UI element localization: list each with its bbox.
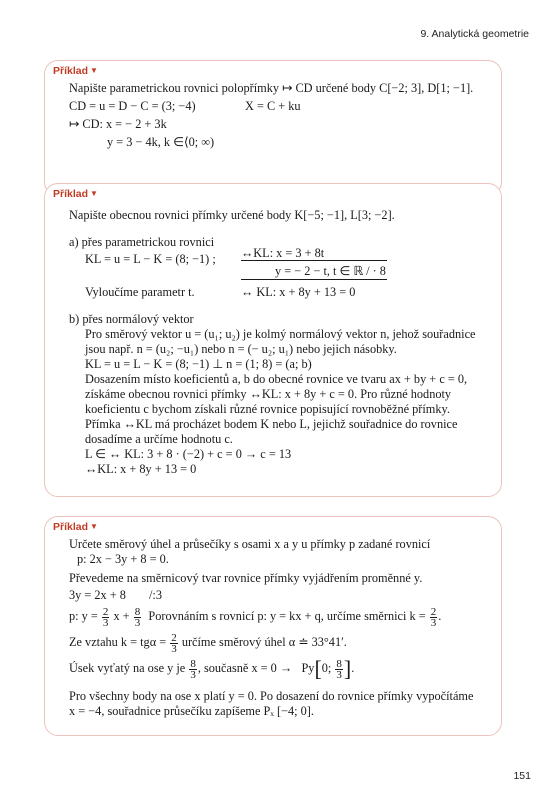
example-box-1 <box>44 60 502 196</box>
ex2-a-eq2: y = − 2 − t, t ∈ ℝ / · 8 <box>275 264 386 278</box>
ex3-line2-divide: /:3 <box>149 588 162 602</box>
ex1-eq2: y = 3 − 4k, k ∈⟨0; ∞) <box>107 135 215 149</box>
fraction-8-3: $\frac{8}{3}$ <box>336 657 342 681</box>
ex2-b-line9: L ∈ ↔ KL: 3 + 8 · (−2) + c = 0 → c = 13 <box>85 447 292 461</box>
ex2-a-vector: KL = u = L − K = (8; −1) ; <box>85 252 216 266</box>
ex2-b-line5: získáme obecnou rovnici přímky ↔KL: x + 8y + c = 0. Pro různé hodnoty <box>85 387 452 401</box>
fraction-8-3: $\frac{8}{3}$ <box>134 605 141 629</box>
triangle-down-icon: ▼ <box>90 189 98 198</box>
ex2-b-line2: jsou např. n = (u₂; −u₁) nebo n = (− u₂; u₁) nebo jejich násobky. <box>85 342 397 356</box>
triangle-down-icon: ▼ <box>90 522 98 531</box>
ex2-b-line10: ↔KL: x + 8y + 13 = 0 <box>85 462 197 476</box>
ex3-task-1: Určete směrový úhel a průsečíky s osami x a y u přímky p zadané rovnicí <box>69 537 431 551</box>
fraction-2-3: $\frac{2}{3}$ <box>102 605 109 629</box>
triangle-down-icon: ▼ <box>90 66 98 75</box>
ex3-line7: x = −4, souřadnice průsečíku zapíšeme Pₓ [−4; 0]. <box>69 704 314 718</box>
example-tag: Příklad ▼ <box>53 188 98 200</box>
ex2-b-line3: KL = u = L − K = (8; −1) ⊥ n = (1; 8) = (a; b) <box>85 357 312 371</box>
example-box-2 <box>44 183 502 497</box>
ex2-b-line4: Dosazením místo koeficientů a, b do obecné rovnice ve tvaru ax + by + c = 0, <box>85 372 468 386</box>
ex3-line5: Úsek vyťatý na ose y je $\frac{8}{3}$ , současně x = 0 → Py[0; $\frac{8}{3}$ ]. <box>69 656 355 682</box>
ex3-line4: Ze vztahu k = tgα = $\frac{2}{3}$ určíme směrový úhel α ≐ 33°41′. <box>69 631 347 655</box>
fraction-8-3: $\frac{8}{3}$ <box>190 657 196 681</box>
ex1-formula: X = C + ku <box>245 99 301 113</box>
ex2-task: Napište obecnou rovnici přímky určené body K[−5; −1], L[3; −2]. <box>69 208 395 222</box>
fraction-2-3: $\frac{2}{3}$ <box>430 605 437 629</box>
ex3-line2: 3y = 2x + 8 <box>69 588 126 602</box>
ex3-line1: Převedeme na směrnicový tvar rovnice přímky vyjádřením proměnné y. <box>69 571 423 585</box>
ex1-task: Napište parametrickou rovnici polopřímky ↦ CD určené body C[−2; 3], D[1; −1]. <box>69 81 474 95</box>
ex2-b-line8: dosadíme a určíme hodnotu c. <box>85 432 233 446</box>
ex3-line3: p: y = $\frac{2}{3}$ x + $\frac{8}{3}$ Porovnáním s rovnicí p: y = kx + q, určíme směrnici k = $\frac{2}{3}$ . <box>69 605 442 629</box>
ex2-b-line7: Přímka ↔KL má procházet bodem K nebo L, jejichž souřadnice do rovnice <box>85 417 458 431</box>
separator-line <box>241 260 387 261</box>
chapter-header: 9. Analytická geometrie <box>420 28 529 40</box>
example-box-3 <box>44 516 502 736</box>
fraction-2-3: $\frac{2}{3}$ <box>171 631 177 655</box>
ex2-a-heading: a) přes parametrickou rovnici <box>69 235 215 249</box>
ex2-b-line1: Pro směrový vektor u = (u₁; u₂) je kolmý normálový vektor n, jehož souřadnice <box>85 327 476 341</box>
example-tag: Příklad ▼ <box>53 65 98 77</box>
ex2-a-eq1: ↔KL: x = 3 + 8t <box>241 246 325 260</box>
ex3-line6: Pro všechny body na ose x platí y = 0. Po dosazení do rovnice přímky vypočítáme <box>69 689 474 703</box>
page-number: 151 <box>513 770 531 782</box>
ex2-b-heading: b) přes normálový vektor <box>69 312 194 326</box>
ex2-b-line6: koeficientu c bychom získali různé rovnice popisující rovnoběžné přímky. <box>85 402 450 416</box>
ex1-vector: CD = u = D − C = (3; −4) <box>69 99 196 113</box>
ex2-a-result: ↔ KL: x + 8y + 13 = 0 <box>241 285 356 299</box>
separator-line <box>241 279 387 280</box>
ex1-eq1: ↦ CD: x = − 2 + 3k <box>69 117 167 131</box>
ex2-a-elimination: Vyloučíme parametr t. <box>85 285 195 299</box>
example-tag: Příklad ▼ <box>53 521 98 533</box>
ex3-task-2: p: 2x − 3y + 8 = 0. <box>77 552 169 566</box>
